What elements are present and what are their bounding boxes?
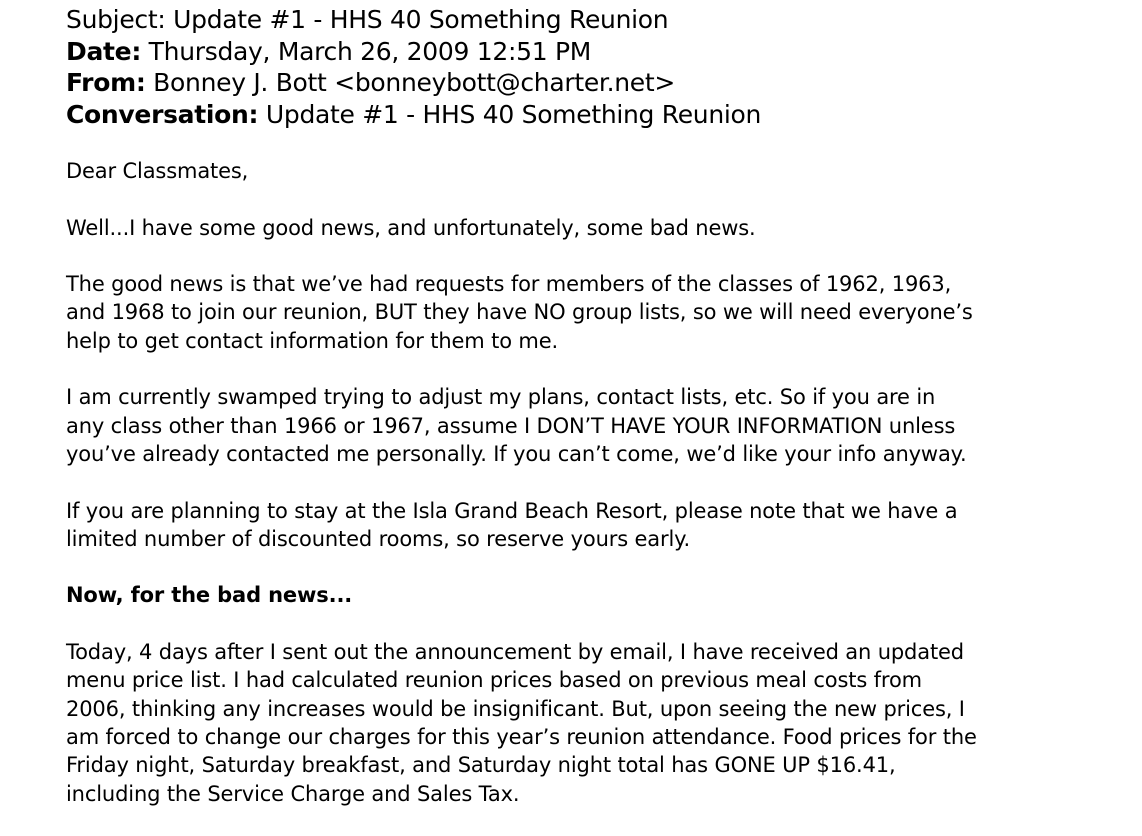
paragraph-line: If you are planning to stay at the Isla Grand Beach Resort, please note that we have a [66, 498, 958, 523]
greeting-text: Dear Classmates, [66, 159, 249, 183]
date-value: Thursday, March 26, 2009 12:51 PM [141, 36, 591, 66]
paragraph-line: I am currently swamped trying to adjust my plans, contact lists, etc. So if you are in [66, 385, 936, 410]
bad-news-heading-text: Now, for the bad news... [66, 583, 353, 608]
from-value: Bonney J. Bott <bonneybott@charter.net> [145, 68, 676, 97]
conversation-label: Conversation: [66, 99, 259, 129]
from-line [66, 67, 1136, 99]
subject-line: Subject: Update #1 - HHS 40 Something Reunion [66, 5, 669, 34]
paragraph-line: 2006, thinking any increases would be insignificant. But, upon seeing the new prices, I [66, 696, 965, 721]
paragraph-contact-info [66, 383, 1136, 468]
paragraph-line: Well...I have some good news, and unfortunately, some bad news. [66, 215, 756, 240]
bad-news-heading [66, 581, 1136, 609]
paragraph-line: including the Service Charge and Sales Tax. [66, 781, 520, 806]
paragraph-line: you’ve already contacted me personally. If you can’t come, we’d like your info anyway. [66, 441, 967, 466]
date-line [66, 36, 1136, 68]
paragraph-good-news [66, 270, 1136, 355]
date-label: Date: [66, 36, 142, 66]
paragraph-line: Friday night, Saturday breakfast, and Saturday night total has GONE UP $16.41, [66, 753, 896, 778]
paragraph-line: limited number of discounted rooms, so reserve yours early. [66, 526, 690, 551]
greeting [66, 157, 1136, 185]
paragraph-intro [66, 214, 1136, 242]
conversation-line [66, 99, 1136, 131]
email-header [66, 4, 1136, 130]
paragraph-line: The good news is that we’ve had requests for members of the classes of 1962, 1963, [66, 272, 952, 297]
paragraph-hotel [66, 497, 1136, 554]
paragraph-line: help to get contact information for them to me. [66, 328, 559, 353]
email-body [66, 157, 1136, 808]
paragraph-line: Today, 4 days after I sent out the announcement by email, I have received an updated [66, 640, 964, 665]
paragraph-line: am forced to change our charges for this year’s reunion attendance. Food prices for the [66, 724, 977, 749]
from-label: From: [66, 68, 146, 97]
conversation-value: Update #1 - HHS 40 Something Reunion [258, 99, 762, 129]
paragraph-line: and 1968 to join our reunion, BUT they have NO group lists, so we will need everyone’s [66, 300, 973, 325]
paragraph-price-increase [66, 638, 1136, 808]
paragraph-line: any class other than 1966 or 1967, assume I DON’T HAVE YOUR INFORMATION unless [66, 413, 956, 438]
email-document [66, 4, 1136, 836]
paragraph-line: menu price list. I had calculated reunion prices based on previous meal costs from [66, 668, 922, 693]
